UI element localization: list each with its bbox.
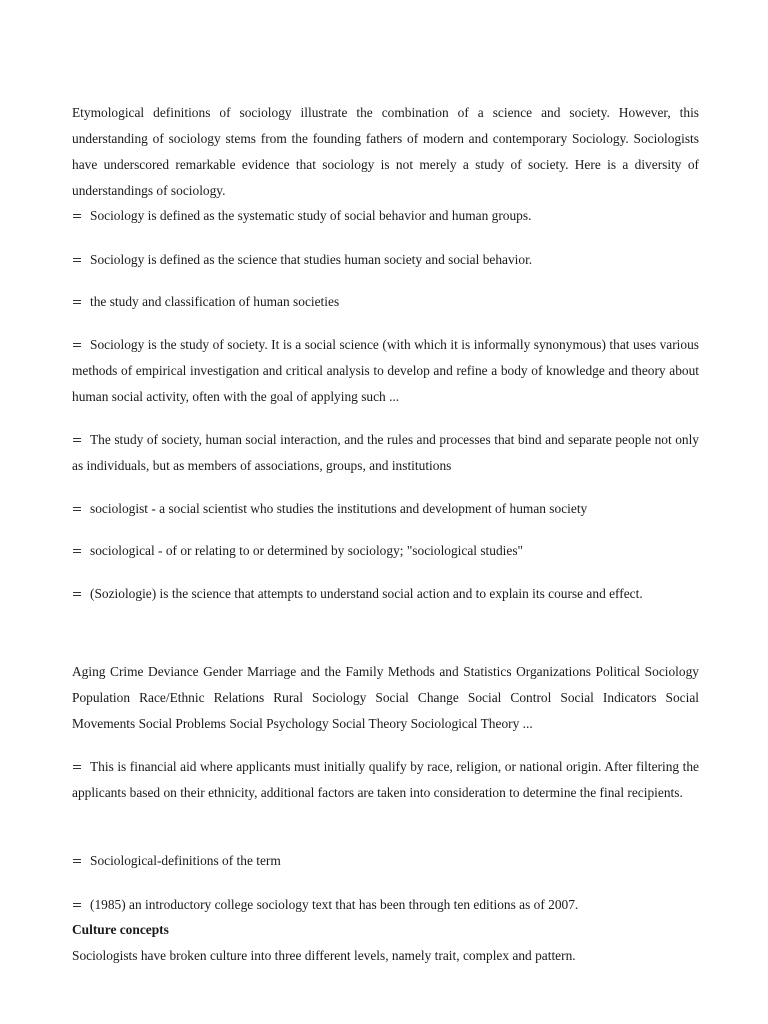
definition-item	[72, 332, 699, 410]
definition-item	[72, 538, 699, 564]
definition-item	[72, 203, 699, 229]
definition-item	[72, 289, 699, 315]
bullet-icon	[72, 437, 82, 443]
culture-paragraph: Sociologists have broken culture into three different levels, namely trait, complex and pattern.	[72, 948, 576, 963]
definition-text: (Soziologie) is the science that attempts to understand social action and to explain its course and effect.	[90, 586, 643, 601]
bullet-icon	[72, 342, 82, 348]
definition-item	[72, 496, 699, 522]
definition-text: Sociology is defined as the systematic study of social behavior and human groups.	[90, 208, 532, 223]
bullet-icon	[72, 902, 82, 908]
bullet-icon	[72, 858, 82, 864]
definition-item	[72, 581, 699, 607]
bullet-icon	[72, 299, 82, 305]
definition-text: The study of society, human social interaction, and the rules and processes that bind and separate people not only as individuals, but as members of associations, groups, and institutions	[72, 432, 699, 473]
bullet-icon	[72, 213, 82, 219]
bullet-icon	[72, 548, 82, 554]
definition-item	[72, 754, 699, 806]
definition-item	[72, 427, 699, 479]
bullet-icon	[72, 257, 82, 263]
definition-item	[72, 848, 699, 874]
bullet-icon	[72, 506, 82, 512]
topics-paragraph: Aging Crime Deviance Gender Marriage and the Family Methods and Statistics Organizations Political Sociology Population Race/Ethnic Relations Rural Sociology Social Change Social Control Social Indicators Social Movements Social Problems Social Psychology Social Theory Sociological Theory ...	[72, 664, 699, 731]
culture-heading: Culture concepts	[72, 922, 169, 937]
definition-text: Sociology is the study of society. It is a social science (with which it is informally synonymous) that uses various methods of empirical investigation and critical analysis to develop and refine a body of knowledge and theory about human social activity, often with the goal of applying such ...	[72, 337, 699, 404]
definition-item	[72, 247, 699, 273]
definition-text: the study and classification of human societies	[90, 294, 340, 309]
definition-text: Sociological-definitions of the term	[90, 853, 281, 868]
bullet-icon	[72, 591, 82, 597]
bullet-icon	[72, 764, 82, 770]
definition-text: (1985) an introductory college sociology text that has been through ten editions as of 2007.	[90, 897, 579, 912]
definition-item	[72, 892, 699, 918]
intro-paragraph: Etymological definitions of sociology illustrate the combination of a science and society. However, this understanding of sociology stems from the founding fathers of modern and contemporary Sociology. Sociologists have underscored remarkable evidence that sociology is not merely a study of society. Here is a diversity of understandings of sociology.	[72, 105, 699, 198]
definition-text: sociologist - a social scientist who studies the institutions and development of human society	[90, 501, 588, 516]
definition-text: Sociology is defined as the science that studies human society and social behavior.	[90, 252, 533, 267]
definition-text: sociological - of or relating to or determined by sociology; "sociological studies"	[90, 543, 524, 558]
definition-text: This is financial aid where applicants must initially qualify by race, religion, or national origin. After filtering the applicants based on their ethnicity, additional factors are taken into consideration to determine the final recipients.	[72, 759, 699, 800]
